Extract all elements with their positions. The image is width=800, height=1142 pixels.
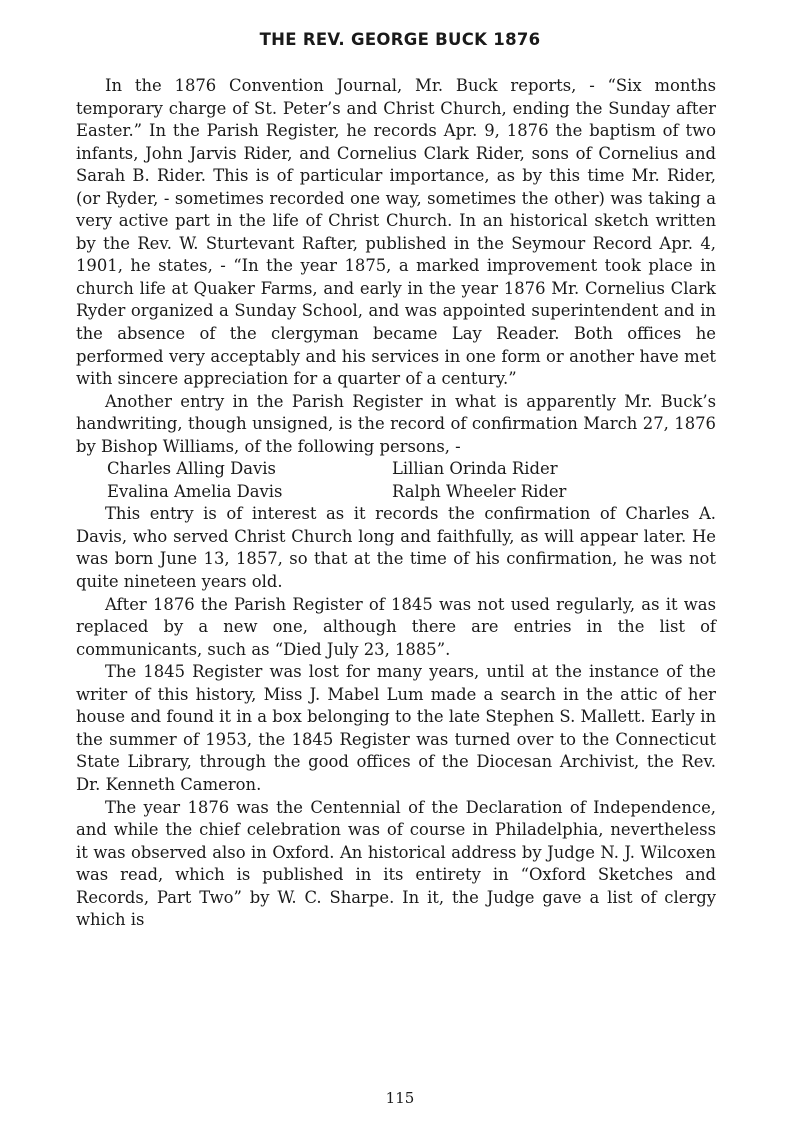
confirmand-name: Evalina Amelia Davis [107,481,283,501]
confirmand-name: Charles Alling Davis [107,459,276,479]
page-number: 115 [385,1089,415,1107]
running-title: THE REV. GEORGE BUCK 1876 [259,30,541,49]
confirmand-list [76,458,716,503]
paragraph-centennial: The year 1876 was the Centennial of the Declaration of Independence, and while the chief celebration was of course in Philadelphia, nevertheless it was observed also in Oxford. An historical address by Judge N. J. Wilcoxen was read, which is published in its entirety in “Oxford Sketches and Records, Part Two” by W. C. Sharpe. In it, the Judge gave a list of clergy which is [76,797,716,930]
paragraph-register-found: The 1845 Register was lost for many years, until at the instance of the writer of this history, Miss J. Mabel Lum made a search in the attic of her house and found it in a box belonging to the late Stephen S. Mallett. Early in the summer of 1953, the 1845 Register was turned over to the Connecticut State Library, through the good offices of the Diocesan Archivist, the Rev. Dr. Kenneth Cameron. [76,662,716,794]
body-text [76,75,716,932]
paragraph-register-replaced: After 1876 the Parish Register of 1845 was not used regularly, as it was replaced by a new one, although there are entries in the list of communicants, such as “Died July 23, 1885”. [76,594,716,659]
paragraph-charles-davis: This entry is of interest as it records the confirmation of Charles A. Davis, who served Christ Church long and faithfully, as will appear later. He was born June 13, 1857, so that at the time of his confirmation, he was not quite nineteen years old. [76,504,716,592]
paragraph-convention-journal: In the 1876 Convention Journal, Mr. Buck reports, - “Six months temporary charge of St. Peter’s and Christ Church, ending the Sunday after Easter.” In the Parish Register, he records Apr. 9, 1876 the baptism of two infants, John Jarvis Rider, and Cornelius Clark Rider, sons of Cornelius and Sarah B. Rider. This is of particular importance, as by this time Mr. Rider, (or Ryder, - sometimes recorded one way, sometimes the other) was taking a very active part in the life of Christ Church. In an historical sketch written by the Rev. W. Sturtevant Rafter, published in the Seymour Record Apr. 4, 1901, he states, - “In the year 1875, a marked improvement took place in church life at Quaker Farms, and early in the year 1876 Mr. Cornelius Clark Ryder organized a Sunday School, and was appointed superintendent and in the absence of the clergyman became Lay Reader. Both offices he performed very acceptably and his services in one form or another have met with sincere appreciation for a quarter of a century.” [76,76,716,389]
confirmand-name: Lillian Orinda Rider [392,459,558,479]
confirmand-name: Ralph Wheeler Rider [392,481,567,501]
paragraph-confirmation-record: Another entry in the Parish Register in what is apparently Mr. Buck’s handwriting, though unsigned, is the record of confirmation March 27, 1876 by Bishop Williams, of the following persons, - [76,391,716,456]
